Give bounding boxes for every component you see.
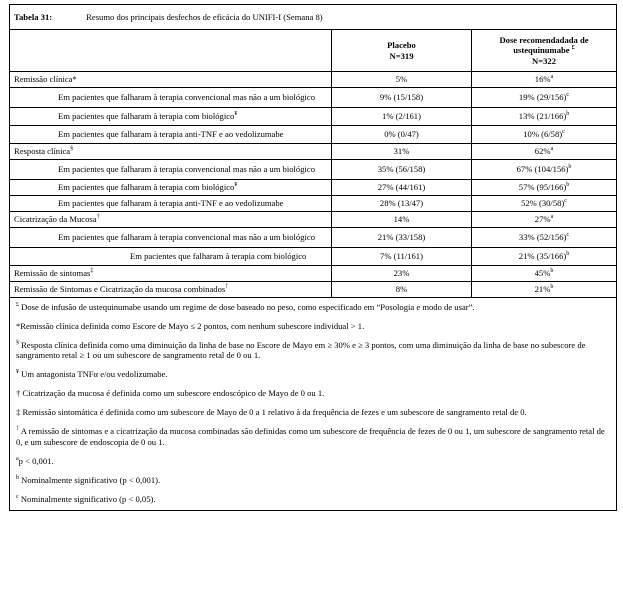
dose-significance-mark: c — [566, 232, 570, 239]
row-label-text: Remissão de Sintomas e Cicatrização da mucosa combinados — [14, 284, 226, 295]
footnote-text: ‡ Remissão sintomática é definida como um subescore de Mayo de 0 a 1 relativo à da frequência de fezes e um subescore de sangramento retal de 0. — [16, 407, 527, 418]
row-label — [10, 266, 332, 282]
row-label-mark: ¥ — [234, 182, 238, 189]
placebo-value: 0% (0/47) — [332, 126, 472, 144]
dose-cell — [472, 144, 617, 160]
dose-significance-mark: b — [550, 268, 554, 275]
row-label-text: Em pacientes que falharam à terapia convencional mas não a um biológico — [58, 232, 315, 243]
placebo-value: 31% — [332, 144, 472, 160]
dose-significance-mark: c — [562, 129, 565, 136]
row-label — [10, 144, 332, 160]
dose-significance-mark: a — [550, 146, 554, 153]
dose-value: 19% (29/156) — [518, 92, 567, 103]
row-label-mark: § — [70, 146, 74, 153]
table-body — [10, 72, 617, 298]
table-row — [10, 160, 617, 180]
dose-significance-mark: b — [566, 251, 570, 258]
dose-significance-mark: c — [564, 198, 567, 205]
footnote-text: *Remissão clínica definida como Escore de Mayo ≤ 2 pontos, com nenhum subescore individual > 1. — [16, 320, 365, 331]
dose-value: 10% (6/58) — [523, 129, 563, 140]
footnote — [16, 494, 610, 504]
row-label-mark: ‡ — [90, 268, 94, 275]
footnote-text: A remissão de sintomas e a cicatrização da mucosa combinadas são definidas como um subescore de frequência de fezes de 0 ou 1, um subescore de sangramento retal de 0, e um subescore de endoscopia de 0 ou 1. — [16, 426, 605, 447]
header-placebo — [332, 30, 472, 72]
row-label — [10, 282, 332, 298]
dose-cell — [472, 160, 617, 180]
table-title: Resumo dos principais desfechos de eficácia do UNIFI-I (Semana 8) — [86, 11, 323, 22]
dose-value: 57% (95/166) — [518, 182, 567, 193]
footnote-mark: £ — [16, 302, 19, 309]
dose-cell — [472, 180, 617, 196]
row-label-text: Em pacientes que falharam à terapia convencional mas não a um biológico — [58, 92, 315, 103]
footnote-mark: c — [16, 493, 19, 500]
table-row — [10, 212, 617, 228]
dose-significance-mark: c — [566, 92, 570, 99]
row-label-mark: ¥ — [234, 111, 238, 118]
dose-cell — [472, 126, 617, 144]
dose-significance-mark: b — [566, 182, 570, 189]
footnote-mark: b — [16, 474, 19, 481]
dose-significance-mark: b — [568, 164, 572, 171]
dose-value: 21% — [534, 284, 551, 295]
dose-value: 52% (30/58) — [521, 198, 565, 209]
table-row — [10, 72, 617, 88]
dose-significance-mark: a — [550, 214, 554, 221]
row-label-text: Em pacientes que falharam à terapia com biológico — [58, 111, 235, 122]
row-label-text: Resposta clínica — [14, 146, 71, 157]
footnote — [16, 369, 610, 379]
dose-cell — [472, 212, 617, 228]
table-row — [10, 266, 617, 282]
dose-cell — [472, 108, 617, 126]
row-label-text: Remissão clínica* — [14, 74, 77, 85]
row-label-text: Em pacientes que falharam à terapia convencional mas não a um biológico — [58, 164, 315, 175]
table-row — [10, 196, 617, 212]
row-label-text: Em pacientes que falharam à terapia anti-TNF e ao vedolizumabe — [58, 198, 284, 209]
efficacy-table — [9, 4, 617, 511]
table-row — [10, 144, 617, 160]
table-row — [10, 126, 617, 144]
row-label — [10, 108, 332, 126]
footnote — [16, 456, 610, 466]
table-title-row — [10, 5, 617, 30]
footnote — [16, 388, 610, 398]
dose-cell — [472, 266, 617, 282]
table-title-cell — [10, 5, 617, 30]
header-dose-mark: £ — [571, 45, 575, 52]
footnote-text: Nominalmente significativo (p < 0,001). — [19, 474, 161, 485]
footnotes-row — [10, 298, 617, 511]
placebo-value: 23% — [332, 266, 472, 282]
dose-cell — [472, 228, 617, 248]
placebo-value: 35% (56/158) — [332, 160, 472, 180]
footnotes-cell — [10, 298, 617, 511]
table-row — [10, 180, 617, 196]
dose-value: 16% — [534, 74, 551, 85]
dose-value: 45% — [534, 268, 551, 279]
placebo-value: 27% (44/161) — [332, 180, 472, 196]
footnote-mark: § — [16, 340, 19, 347]
header-dose-label: Dose recomendadada de ustequinumabe — [499, 34, 589, 56]
footnote — [16, 340, 610, 361]
dose-value: 33% (52/156) — [518, 232, 567, 243]
row-label — [10, 126, 332, 144]
row-label-text: Remissão de sintomas — [14, 268, 91, 279]
footnote — [16, 426, 610, 447]
dose-significance-mark: a — [550, 74, 554, 81]
footnote-text: Dose de infusão de ustequinumabe usando um regime de dose baseado no peso, como especificado em “Posologia e modo de usar”. — [19, 302, 475, 312]
footnote — [16, 302, 610, 312]
dose-value: 67% (104/156) — [516, 164, 569, 175]
row-label-mark: ⊺ — [225, 284, 229, 291]
placebo-value: 21% (33/158) — [332, 228, 472, 248]
row-label — [10, 196, 332, 212]
dose-significance-mark: b — [550, 284, 554, 291]
table-header-row — [10, 30, 617, 72]
table-row — [10, 282, 617, 298]
dose-value: 21% (35/166) — [518, 251, 567, 262]
table-label: Tabela 31: — [14, 11, 53, 22]
placebo-value: 8% — [332, 282, 472, 298]
footnote-text: Resposta clínica definida como uma diminuição da linha de base no Escore de Mayo em ≥ 30% e ≥ 3 pontos, com uma diminuição da linha de base no subescore de sangramento retal ≥ 1 ou um subescore de sangramento retal de 0 ou 1. — [16, 339, 586, 361]
header-dose — [472, 30, 617, 72]
row-label — [10, 212, 332, 228]
row-label — [10, 160, 332, 180]
footnote — [16, 321, 610, 331]
dose-value: 27% — [534, 214, 551, 225]
dose-value: 13% (21/166) — [518, 111, 567, 122]
dose-cell — [472, 196, 617, 212]
dose-cell — [472, 282, 617, 298]
footnote-text: Nominalmente significativo (p < 0,05). — [18, 493, 156, 504]
table-row — [10, 248, 617, 266]
dose-value: 62% — [534, 146, 551, 157]
row-label-text: Cicatrização da Mucosa — [14, 214, 97, 225]
footnote-mark: a — [16, 456, 19, 462]
row-label — [10, 248, 332, 266]
footnote-text: † Cicatrização da mucosa é definida como um subescore endoscópico de Mayo de 0 ou 1. — [16, 388, 325, 399]
header-empty-cell — [10, 30, 332, 72]
row-label-mark: † — [96, 214, 100, 221]
footnote-text: Um antagonista TNFα e/ou vedolizumabe. — [19, 369, 168, 380]
placebo-value: 5% — [332, 72, 472, 88]
row-label — [10, 72, 332, 88]
placebo-value: 14% — [332, 212, 472, 228]
placebo-value: 9% (15/158) — [332, 88, 472, 108]
footnote-mark: ¥ — [16, 369, 19, 376]
footnote-text: p < 0,001. — [18, 455, 54, 466]
header-placebo-label: Placebo — [387, 40, 416, 51]
row-label-text: Em pacientes que falharam à terapia com biológico — [58, 182, 235, 193]
row-label-text: Em pacientes que falharam à terapia com biológico — [130, 251, 307, 262]
footnote — [16, 475, 610, 485]
footnote — [16, 407, 610, 417]
header-placebo-n: N=319 — [389, 50, 414, 61]
footnote-mark: ⊺ — [16, 426, 20, 433]
row-label-text: Em pacientes que falharam à terapia anti-TNF e ao vedolizumabe — [58, 129, 284, 140]
placebo-value: 1% (2/161) — [332, 108, 472, 126]
header-dose-n: N=322 — [532, 55, 557, 66]
dose-significance-mark: b — [566, 111, 570, 118]
placebo-value: 28% (13/47) — [332, 196, 472, 212]
table-row — [10, 88, 617, 108]
row-label — [10, 88, 332, 108]
dose-cell — [472, 248, 617, 266]
row-label — [10, 180, 332, 196]
table-row — [10, 108, 617, 126]
row-label — [10, 228, 332, 248]
dose-cell — [472, 72, 617, 88]
placebo-value: 7% (11/161) — [332, 248, 472, 266]
dose-cell — [472, 88, 617, 108]
table-row — [10, 228, 617, 248]
